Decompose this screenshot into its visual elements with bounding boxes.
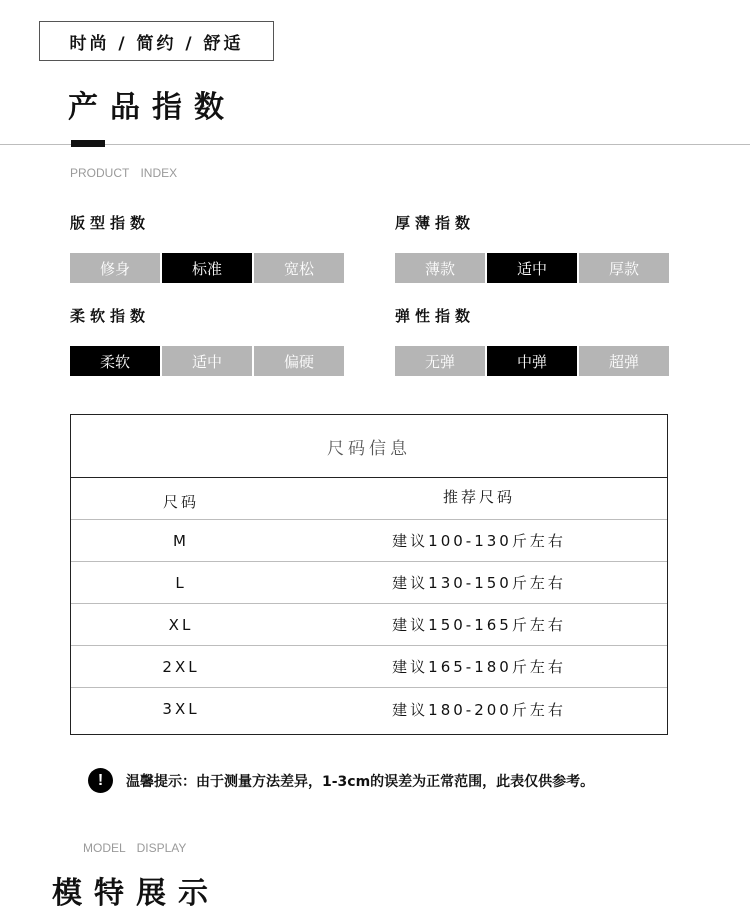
index-group-thickness <box>395 213 671 283</box>
index-option: 宽松 <box>254 253 344 283</box>
index-option: 超弹 <box>579 346 669 376</box>
index-option-selected: 适中 <box>487 253 577 283</box>
size-cell: XL <box>168 615 194 634</box>
table-row <box>71 562 667 604</box>
index-options <box>70 253 346 283</box>
size-cell: L <box>175 573 187 592</box>
title-divider <box>0 144 750 145</box>
table-row <box>71 646 667 688</box>
notice-text: 温馨提示：由于测量方法差异，1-3cm的误差为正常范围，此表仅供参考。 <box>126 773 595 790</box>
tagline-text: 时尚 / 简约 / 舒适 <box>69 33 244 54</box>
size-table-title: 尺码信息 <box>71 415 667 478</box>
table-header-size: 尺码 <box>162 493 199 511</box>
index-label: 版型指数 <box>70 214 151 232</box>
index-option-selected: 柔软 <box>70 346 160 376</box>
index-label: 弹性指数 <box>395 307 476 325</box>
model-title: 模特展示 <box>52 876 220 911</box>
size-cell: M <box>173 531 189 550</box>
index-group-elasticity <box>395 306 671 376</box>
page-subtitle: PRODUCT INDEX <box>70 166 178 180</box>
index-label: 厚薄指数 <box>395 214 476 232</box>
recommend-cell: 建议130-150斤左右 <box>392 574 566 592</box>
recommend-cell: 建议180-200斤左右 <box>392 700 566 719</box>
index-option-selected: 标准 <box>162 253 252 283</box>
size-cell: 2XL <box>162 657 200 676</box>
model-subtitle: MODEL DISPLAY <box>83 841 187 855</box>
index-option: 修身 <box>70 253 160 283</box>
table-header-row <box>71 478 667 520</box>
index-label: 柔软指数 <box>70 307 151 325</box>
recommend-cell: 建议100-130斤左右 <box>392 532 566 550</box>
index-option: 厚款 <box>579 253 669 283</box>
index-options <box>395 346 671 376</box>
index-option: 薄款 <box>395 253 485 283</box>
table-row <box>71 688 667 730</box>
recommend-cell: 建议150-165斤左右 <box>392 616 566 634</box>
index-option-selected: 中弹 <box>487 346 577 376</box>
page-title: 产品指数 <box>68 90 236 125</box>
index-option: 适中 <box>162 346 252 376</box>
exclamation-icon: ! <box>88 768 113 793</box>
index-options <box>70 346 346 376</box>
recommend-cell: 建议165-180斤左右 <box>392 658 566 676</box>
title-accent-bar <box>71 140 105 147</box>
tagline-box <box>39 21 274 61</box>
size-table <box>70 414 668 735</box>
size-cell: 3XL <box>162 700 200 718</box>
notice <box>88 768 594 793</box>
index-group-fit <box>70 213 346 283</box>
index-options <box>395 253 671 283</box>
table-header-recommend: 推荐尺码 <box>442 488 515 506</box>
index-option: 无弹 <box>395 346 485 376</box>
index-option: 偏硬 <box>254 346 344 376</box>
table-row <box>71 604 667 646</box>
index-group-softness <box>70 306 346 376</box>
table-row <box>71 520 667 562</box>
